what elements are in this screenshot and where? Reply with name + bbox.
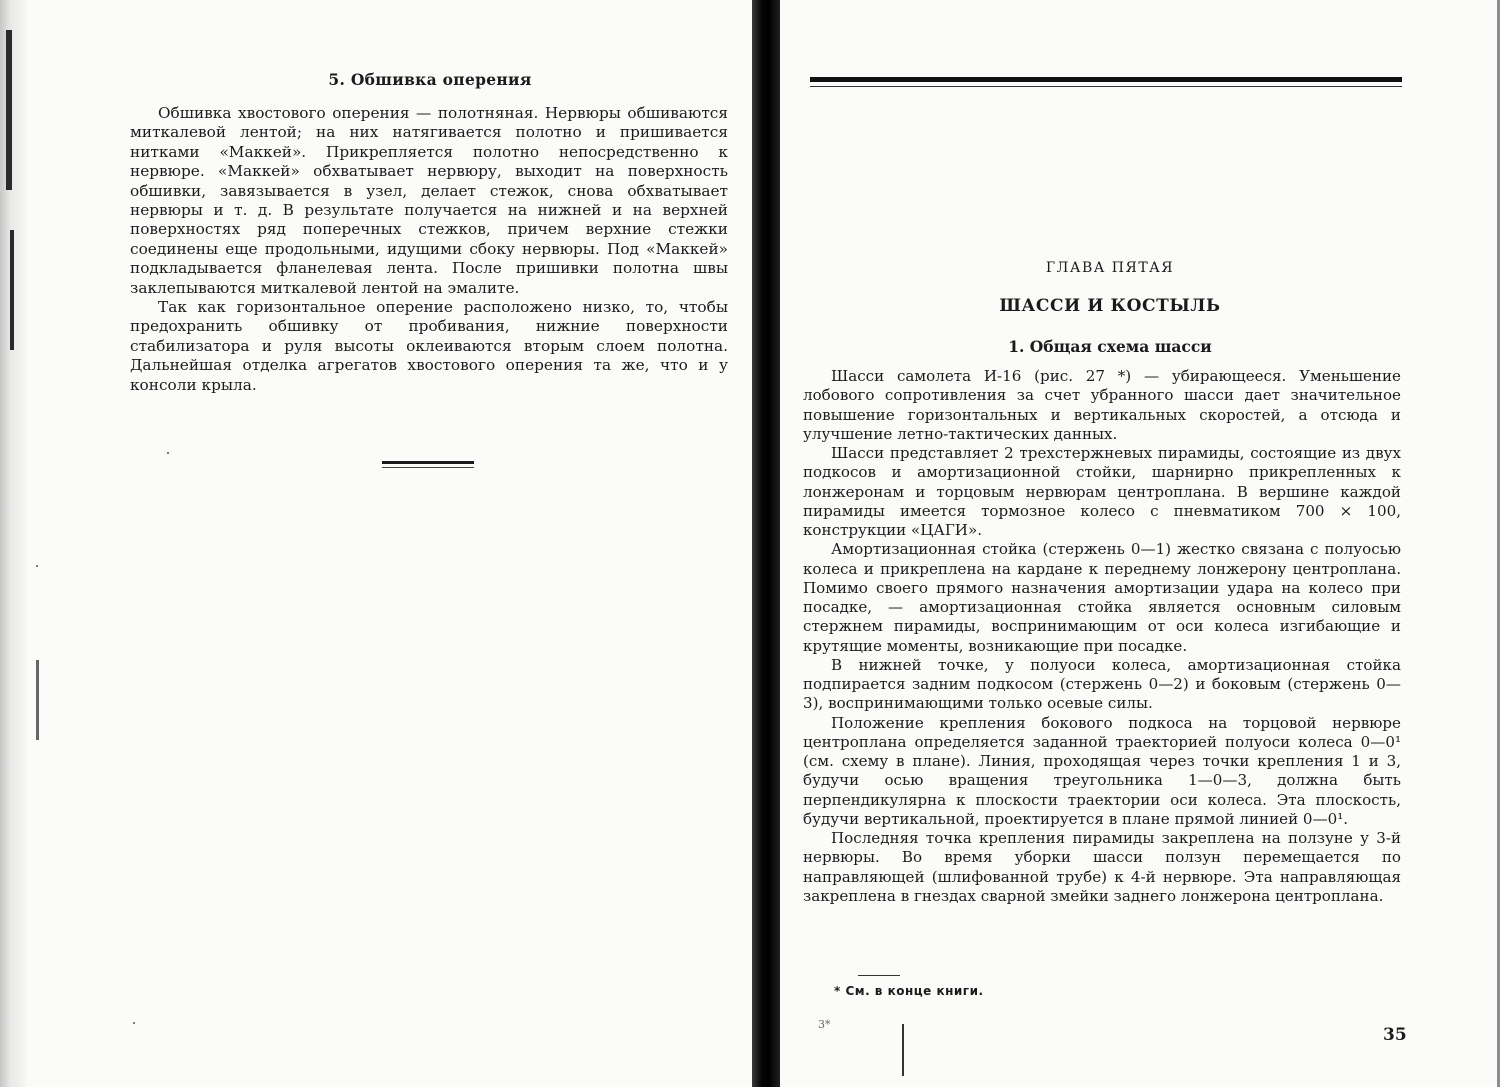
scan-speck xyxy=(167,452,169,454)
page-number: 35 xyxy=(1383,1025,1407,1045)
paragraph: Так как горизонтальное оперение расположено низко, то, чтобы предохранить обшивку от пробивания, нижние поверхности стабилизатора и руля высоты оклеиваются вторым слоем полотна. Дальнейшая отделка агрегатов хвостового оперения та же, что и у консоли крыла. xyxy=(130,298,728,394)
paragraph: Положение крепления бокового подкоса на торцовой нервюре центроплана определяется заданной траекторией полуоси колеса 0—0¹ (см. схему в плане). Линия, проходящая через точки крепления 1 и 3, будучи осью вращения треугольника 1—0—3, должна быть перпендикулярна к плоскости траектории оси колеса. Эта плоскость, будучи вертикальной, проектируется в плане прямой линией 0—0¹. xyxy=(803,713,1401,828)
scan-speck xyxy=(36,565,38,567)
paragraph: Последняя точка крепления пирамиды закреплена на ползуне у 3-й нервюры. Во время уборки шасси ползун перемещается по направляющей (шлифованной трубе) к 4-й нервюре. Эта направляющая закреплена в гнездах сварной змейки заднего лонжерона центроплана. xyxy=(803,829,1401,905)
section-end-rule xyxy=(382,461,474,470)
footnote: * См. в конце книги. xyxy=(834,984,984,998)
paragraph: Обшивка хвостового оперения — полотняная. Нервюры обшиваются миткалевой лентой; на них натягивается полотно и пришивается нитками «Маккей». Прикрепляется полотно непосредственно к нервюре. «Маккей» обхватывает нервюру, выходит на поверхность обшивки, завязывается в узел, делает стежок, снова обхватывает нервюры и т. д. В результате получается на нижней и на верхней поверхностях ряд поперечных стежков, причем верхние стежки соединены еще продольными, идущими сбоку нервюры. Под «Маккей» подкладывается фланелевая лента. После пришивки полотна швы заклепываются миткалевой лентой на эмалите. xyxy=(130,104,728,297)
chapter-label: ГЛАВА ПЯТАЯ xyxy=(1045,260,1175,276)
right-page xyxy=(780,0,1500,1087)
chapter-title: ШАССИ И КОСТЫЛЬ xyxy=(999,296,1221,316)
right-page-body xyxy=(803,367,1401,906)
header-rule xyxy=(810,77,1402,87)
scan-artifact-line xyxy=(902,1024,904,1076)
scan-speck xyxy=(133,1022,135,1024)
paragraph: В нижней точке, у полуоси колеса, амортизационная стойка подпирается задним подкосом (стержень 0—2) и боковым (стержень 0—3), воспринимающими только осевые силы. xyxy=(803,655,1401,713)
paragraph: Шасси самолета И-16 (рис. 27 *) — убирающееся. Уменьшение лобового сопротивления за счет убранного шасси дает значительное повышение горизонтальных и вертикальных скоростей, а отсюда и улучшение летно-тактических данных. xyxy=(803,367,1401,443)
paragraph: Шасси представляет 2 трехстержневых пирамиды, состоящие из двух подкосов и амортизационной стойки, шарнирно прикрепленных к лонжеронам и торцовым нервюрам центроплана. В вершине каждой пирамиды имеется тормозное колесо с пневматиком 700 × 100, конструкции «ЦАГИ». xyxy=(803,444,1401,539)
subsection-title: 1. Общая схема шасси xyxy=(1008,337,1212,356)
signature-mark: 3* xyxy=(818,1018,831,1031)
footnote-rule xyxy=(858,975,900,976)
paragraph: Амортизационная стойка (стержень 0—1) жестко связана с полуосью колеса и прикреплена на кардане к переднему лонжерону центроплана. Помимо своего прямого назначения амортизации удара на колесо при посадке, — амортизационная стойка является основным силовым стержнем пирамиды, воспринимающим от оси колеса изгибающие и крутящие моменты, возникающие при посадке. xyxy=(803,540,1401,655)
left-page-body xyxy=(130,104,728,395)
section-title: 5. Обшивка оперения xyxy=(328,70,532,89)
